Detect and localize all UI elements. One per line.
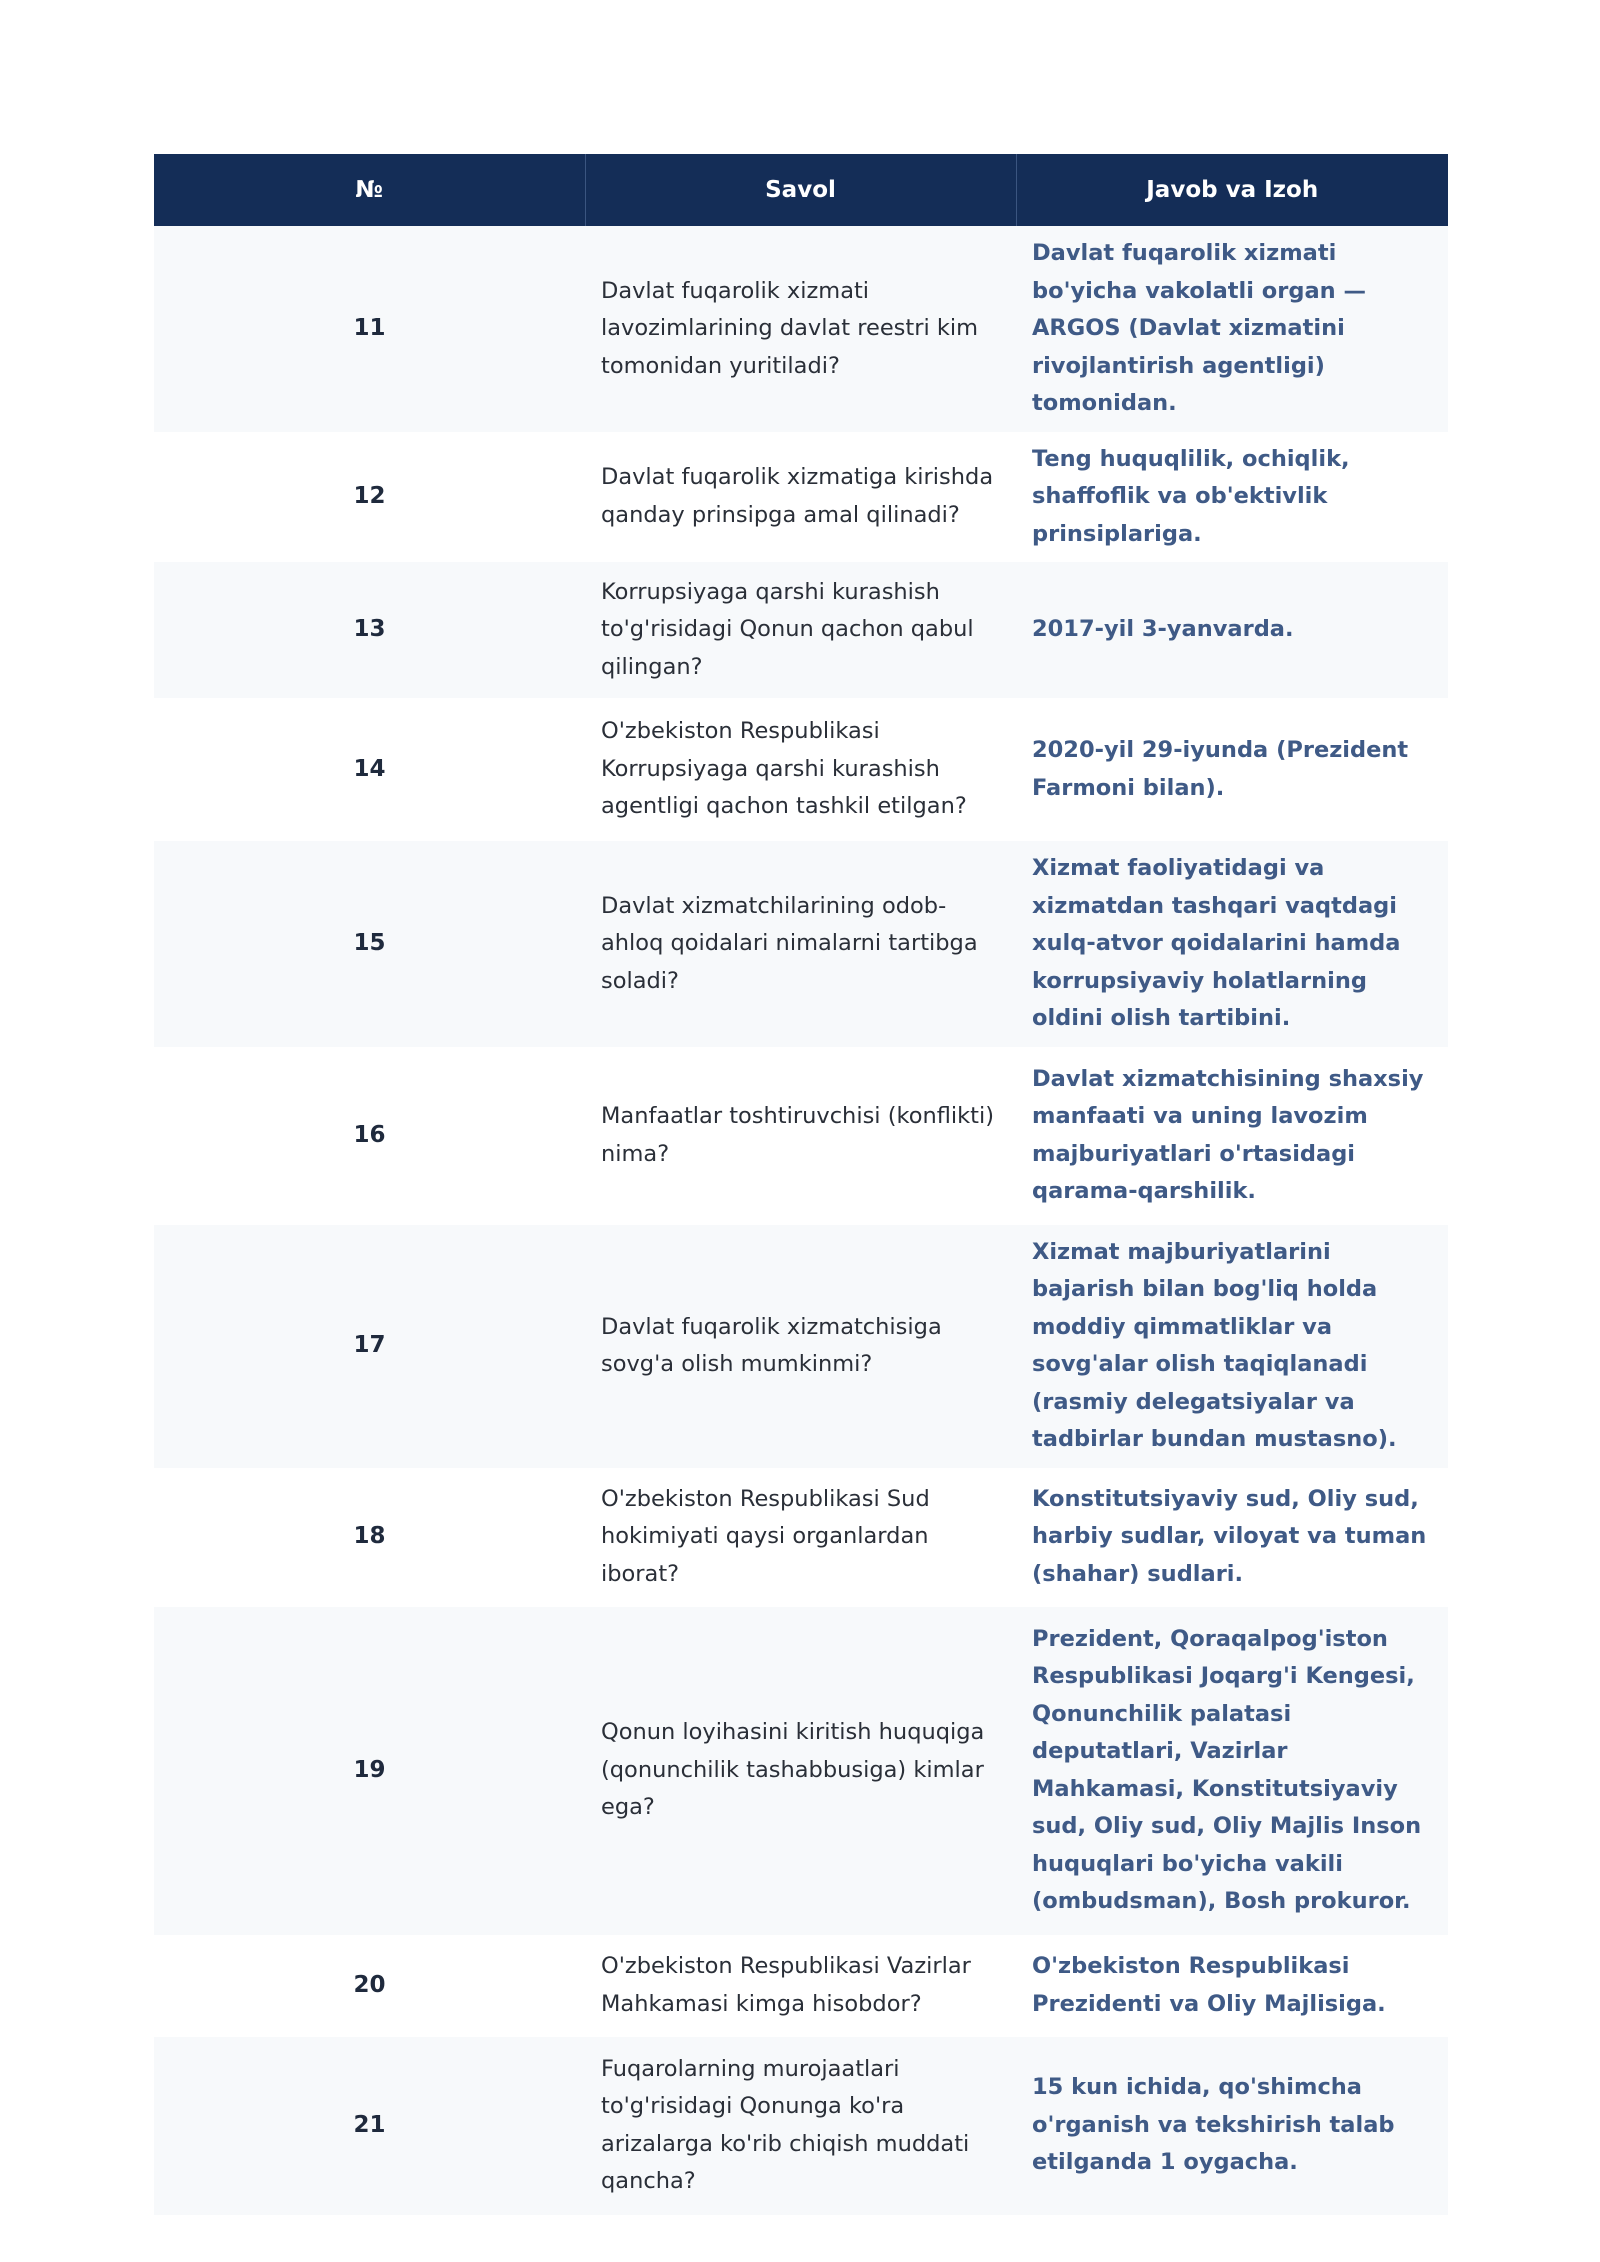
qa-table-container [154, 154, 1448, 2215]
table-row [154, 1935, 1448, 2037]
row-answer: 2017-yil 3-yanvarda. [1016, 562, 1448, 698]
row-question: Davlat fuqarolik xizmatiga kirishda qanday prinsipga amal qilinadi? [585, 432, 1016, 563]
row-number: 17 [154, 1225, 585, 1468]
header-question: Savol [585, 154, 1016, 226]
row-number: 16 [154, 1047, 585, 1225]
row-number: 18 [154, 1468, 585, 1607]
table-body [154, 226, 1448, 2215]
row-answer: Konstitutsiyaviy sud, Oliy sud, harbiy sudlar, viloyat va tuman (shahar) sudlari. [1016, 1468, 1448, 1607]
row-number: 11 [154, 226, 585, 432]
row-number: 15 [154, 841, 585, 1047]
qa-table [154, 154, 1448, 2215]
row-number: 12 [154, 432, 585, 563]
row-number: 19 [154, 1607, 585, 1935]
row-number: 14 [154, 698, 585, 841]
row-question: O'zbekiston Respublikasi Korrupsiyaga qarshi kurashish agentligi qachon tashkil etilgan? [585, 698, 1016, 841]
row-answer: O'zbekiston Respublikasi Prezidenti va Oliy Majlisiga. [1016, 1935, 1448, 2037]
table-row [154, 1225, 1448, 1468]
table-row [154, 1468, 1448, 1607]
row-question: Manfaatlar toshtiruvchisi (konflikti) nima? [585, 1047, 1016, 1225]
row-question: Davlat fuqarolik xizmati lavozimlarining davlat reestri kim tomonidan yuritiladi? [585, 226, 1016, 432]
table-row [154, 1047, 1448, 1225]
header-answer: Javob va Izoh [1016, 154, 1448, 226]
row-question: O'zbekiston Respublikasi Vazirlar Mahkamasi kimga hisobdor? [585, 1935, 1016, 2037]
row-question: Davlat fuqarolik xizmatchisiga sovg'a olish mumkinmi? [585, 1225, 1016, 1468]
row-answer: Teng huquqlilik, ochiqlik, shaffoflik va ob'ektivlik prinsiplariga. [1016, 432, 1448, 563]
table-header [154, 154, 1448, 226]
table-row [154, 562, 1448, 698]
table-row [154, 1607, 1448, 1935]
row-answer: Davlat xizmatchisining shaxsiy manfaati va uning lavozim majburiyatlari o'rtasidagi qarama-qarshilik. [1016, 1047, 1448, 1225]
row-answer: Xizmat majburiyatlarini bajarish bilan bog'liq holda moddiy qimmatliklar va sovg'alar olish taqiqlanadi (rasmiy delegatsiyalar va tadbirlar bundan mustasno). [1016, 1225, 1448, 1468]
row-question: O'zbekiston Respublikasi Sud hokimiyati qaysi organlardan iborat? [585, 1468, 1016, 1607]
row-question: Korrupsiyaga qarshi kurashish to'g'risidagi Qonun qachon qabul qilingan? [585, 562, 1016, 698]
table-row [154, 698, 1448, 841]
row-question: Davlat xizmatchilarining odob-ahloq qoidalari nimalarni tartibga soladi? [585, 841, 1016, 1047]
header-row [154, 154, 1448, 226]
row-number: 21 [154, 2037, 585, 2215]
table-row [154, 432, 1448, 563]
row-answer: Davlat fuqarolik xizmati bo'yicha vakolatli organ — ARGOS (Davlat xizmatini rivojlantirish agentligi) tomonidan. [1016, 226, 1448, 432]
row-question: Fuqarolarning murojaatlari to'g'risidagi Qonunga ko'ra arizalarga ko'rib chiqish muddati qancha? [585, 2037, 1016, 2215]
row-number: 13 [154, 562, 585, 698]
table-row [154, 226, 1448, 432]
header-number: № [154, 154, 585, 226]
row-answer: Prezident, Qoraqalpog'iston Respublikasi Joqarg'i Kengesi, Qonunchilik palatasi deputatlari, Vazirlar Mahkamasi, Konstitutsiyaviy sud, Oliy sud, Oliy Majlis Inson huquqlari bo'yicha vakili (ombudsman), Bosh prokuror. [1016, 1607, 1448, 1935]
row-answer: Xizmat faoliyatidagi va xizmatdan tashqari vaqtdagi xulq-atvor qoidalarini hamda korrupsiyaviy holatlarning oldini olish tartibini. [1016, 841, 1448, 1047]
table-row [154, 2037, 1448, 2215]
row-answer: 2020-yil 29-iyunda (Prezident Farmoni bilan). [1016, 698, 1448, 841]
row-number: 20 [154, 1935, 585, 2037]
row-answer: 15 kun ichida, qo'shimcha o'rganish va tekshirish talab etilganda 1 oygacha. [1016, 2037, 1448, 2215]
row-question: Qonun loyihasini kiritish huquqiga (qonunchilik tashabbusiga) kimlar ega? [585, 1607, 1016, 1935]
table-row [154, 841, 1448, 1047]
